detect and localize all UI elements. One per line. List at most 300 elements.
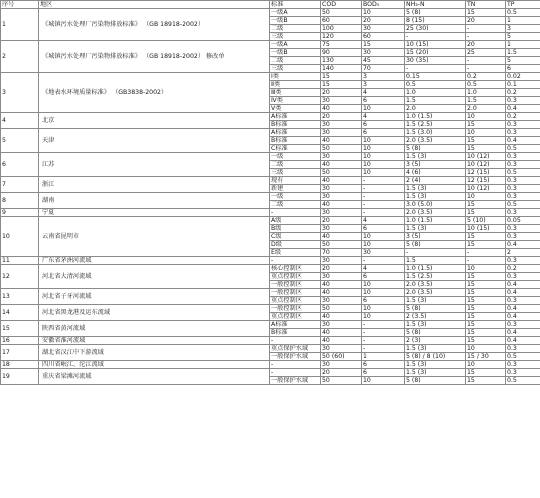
nh3n-cell: 5 (8) / 8 (10) (405, 353, 466, 361)
region-cell: 浙江 (39, 177, 270, 193)
standard-cell: Ⅲ类 (270, 89, 321, 97)
table-row (1, 217, 540, 225)
nh3n-cell: 1.5 (405, 257, 466, 265)
cod-cell: 30 (321, 121, 362, 129)
nh3n-cell: 5 (8) (405, 305, 466, 313)
cod-cell: 30 (321, 361, 362, 369)
standard-cell: Ⅳ类 (270, 97, 321, 105)
bod-cell: 10 (362, 161, 405, 169)
standard-cell: - (270, 369, 321, 377)
bod-cell: 15 (362, 41, 405, 49)
nh3n-cell: 1.5 (3) (405, 361, 466, 369)
tp-cell: 0.3 (506, 129, 540, 137)
cod-cell: 50 (321, 145, 362, 153)
nh3n-cell: 1.0 (1.5) (405, 113, 466, 121)
row-number: 8 (1, 193, 39, 209)
region-cell: 河北省子牙河流域 (39, 289, 270, 305)
tp-cell: 0.5 (506, 201, 540, 209)
cod-cell: 30 (321, 321, 362, 329)
tn-cell: 15 / 30 (466, 353, 506, 361)
nh3n-cell: 3 (5) (405, 161, 466, 169)
cod-cell: 20 (321, 369, 362, 377)
cod-cell: 40 (321, 177, 362, 185)
cod-cell: 50 (321, 9, 362, 17)
standard-cell: - (270, 337, 321, 345)
region-cell: 云南省昆明市 (39, 217, 270, 257)
tn-cell: 10 (466, 193, 506, 201)
standard-cell: A标准 (270, 129, 321, 137)
tn-cell: 10 (466, 113, 506, 121)
cod-cell: 20 (321, 265, 362, 273)
cod-cell: 140 (321, 65, 362, 73)
bod-cell: - (362, 329, 405, 337)
tn-cell: 10 (466, 265, 506, 273)
cod-cell: 30 (321, 185, 362, 193)
cod-cell: 30 (321, 345, 362, 353)
table-row (1, 345, 540, 353)
cod-cell: 30 (321, 225, 362, 233)
header-tn: TN (466, 1, 506, 9)
table-row (1, 41, 540, 49)
bod-cell: - (362, 209, 405, 217)
row-number: 6 (1, 153, 39, 177)
cod-cell: 130 (321, 57, 362, 65)
tn-cell: 15 (466, 201, 506, 209)
bod-cell: 10 (362, 137, 405, 145)
row-number: 19 (1, 369, 39, 385)
bod-cell: - (362, 201, 405, 209)
cod-cell: 60 (321, 17, 362, 25)
tn-cell: 10 (466, 361, 506, 369)
tn-cell: 25 (466, 49, 506, 57)
region-cell: 湖北省汉江中下游流域 (39, 345, 270, 361)
bod-cell: 4 (362, 265, 405, 273)
header-region: 地区 (39, 1, 270, 9)
nh3n-cell: - (405, 65, 466, 73)
region-cell: 陕西省黄河流域 (39, 321, 270, 337)
nh3n-cell: 1.5 (3) (405, 193, 466, 201)
nh3n-cell: 1.0 (1.5) (405, 265, 466, 273)
nh3n-cell: 1.5 (3) (405, 153, 466, 161)
standard-cell: C标准 (270, 145, 321, 153)
cod-cell: 30 (321, 297, 362, 305)
region-cell: 广东省茅洲河流域 (39, 257, 270, 265)
region-cell: 《地表水环境质量标准》 （GB3838-2002） (39, 73, 270, 113)
header-no: 序号 (1, 1, 39, 9)
nh3n-cell: 1.5 (3) (405, 297, 466, 305)
cod-cell: 40 (321, 329, 362, 337)
standard-cell: B标准 (270, 137, 321, 145)
tp-cell: 0.4 (506, 105, 540, 113)
tn-cell: - (466, 33, 506, 41)
nh3n-cell: 1.5 (3) (405, 345, 466, 353)
standard-cell: 重点保护水域 (270, 345, 321, 353)
cod-cell: 40 (321, 337, 362, 345)
region-cell: 北京 (39, 113, 270, 129)
tn-cell: - (466, 249, 506, 257)
tn-cell: 10 (12) (466, 185, 506, 193)
tn-cell: 15 (466, 305, 506, 313)
tp-cell: 0.2 (506, 89, 540, 97)
standard-cell: Ⅱ类 (270, 81, 321, 89)
table-row (1, 177, 540, 185)
bod-cell: 10 (362, 289, 405, 297)
nh3n-cell: 2.0 (3.5) (405, 209, 466, 217)
standard-cell: - (270, 257, 321, 265)
cod-cell: 30 (321, 273, 362, 281)
header-bod: BOD₅ (362, 1, 405, 9)
bod-cell: 60 (362, 33, 405, 41)
tp-cell: 0.3 (506, 97, 540, 105)
nh3n-cell: 5 (8) (405, 241, 466, 249)
standard-cell: 重点控制区 (270, 297, 321, 305)
cod-cell: 30 (321, 129, 362, 137)
bod-cell: 10 (362, 313, 405, 321)
header-tp: TP (506, 1, 540, 9)
standard-cell: 一级A (270, 9, 321, 17)
bod-cell: 4 (362, 89, 405, 97)
tn-cell: 10 (12) (466, 161, 506, 169)
tp-cell: 0.5 (506, 169, 540, 177)
tn-cell: 15 (466, 337, 506, 345)
tp-cell: 0.2 (506, 113, 540, 121)
standard-cell: C级 (270, 233, 321, 241)
nh3n-cell: 1.5 (3) (405, 185, 466, 193)
tp-cell: 0.5 (506, 9, 540, 17)
nh3n-cell: 1.5 (3) (405, 369, 466, 377)
cod-cell: 15 (321, 73, 362, 81)
tn-cell: - (466, 65, 506, 73)
table-row (1, 289, 540, 297)
cod-cell: 30 (321, 257, 362, 265)
header-nh3n: NH₃-N (405, 1, 466, 9)
region-cell: 《城镇污水处理厂污染物排放标准》 （GB 18918-2002） 修改单 (39, 41, 270, 73)
bod-cell: 1 (362, 353, 405, 361)
nh3n-cell: 1.0 (405, 89, 466, 97)
cod-cell: 70 (321, 249, 362, 257)
tn-cell: 15 (466, 241, 506, 249)
tp-cell: 0.3 (506, 153, 540, 161)
tp-cell: 0.3 (506, 321, 540, 329)
table-row (1, 73, 540, 81)
tp-cell: 0.3 (506, 161, 540, 169)
standard-cell: 三级 (270, 33, 321, 41)
nh3n-cell: 5 (8) (405, 145, 466, 153)
region-cell: 安徽省淮河流域 (39, 337, 270, 345)
cod-cell: 40 (321, 233, 362, 241)
row-number: 11 (1, 257, 39, 265)
bod-cell: - (362, 177, 405, 185)
tp-cell: 0.3 (506, 345, 540, 353)
bod-cell: 30 (362, 249, 405, 257)
nh3n-cell: 2 (3) (405, 337, 466, 345)
tp-cell: 0.1 (506, 81, 540, 89)
bod-cell: 6 (362, 369, 405, 377)
tn-cell: 12 (15) (466, 177, 506, 185)
cod-cell: 15 (321, 81, 362, 89)
cod-cell: 100 (321, 25, 362, 33)
standard-cell: 二级 (270, 161, 321, 169)
row-number: 14 (1, 305, 39, 321)
tn-cell: 0.2 (466, 73, 506, 81)
cod-cell: 50 (321, 305, 362, 313)
tn-cell: 10 (15) (466, 225, 506, 233)
bod-cell: - (362, 345, 405, 353)
row-number: 12 (1, 265, 39, 289)
nh3n-cell: 5 (8) (405, 377, 466, 385)
tp-cell: 6 (506, 65, 540, 73)
tp-cell: 0.4 (506, 241, 540, 249)
cod-cell: 30 (321, 153, 362, 161)
tn-cell: 1.0 (466, 89, 506, 97)
tp-cell: 0.3 (506, 273, 540, 281)
table-row (1, 209, 540, 217)
tp-cell: 0.4 (506, 137, 540, 145)
table-row (1, 9, 540, 17)
row-number: 7 (1, 177, 39, 193)
row-number: 15 (1, 321, 39, 337)
standard-cell: 一级B (270, 49, 321, 57)
bod-cell: - (362, 257, 405, 265)
tn-cell: 15 (466, 273, 506, 281)
cod-cell: 40 (321, 105, 362, 113)
bod-cell: 10 (362, 377, 405, 385)
table-row (1, 257, 540, 265)
nh3n-cell: 3.0 (5.0) (405, 201, 466, 209)
table-row (1, 337, 540, 345)
standard-cell: B级 (270, 225, 321, 233)
tp-cell: 5 (506, 33, 540, 41)
cod-cell: 75 (321, 41, 362, 49)
cod-cell: 50 (321, 169, 362, 177)
bod-cell: 3 (362, 81, 405, 89)
standard-cell: A级 (270, 217, 321, 225)
nh3n-cell: 1.5 (2.5) (405, 273, 466, 281)
tp-cell: 1 (506, 17, 540, 25)
table-row (1, 193, 540, 201)
standard-cell: A标准 (270, 321, 321, 329)
tp-cell: 0.3 (506, 121, 540, 129)
tn-cell: 15 (466, 137, 506, 145)
tn-cell: 12 (15) (466, 169, 506, 177)
region-cell: 湖南 (39, 193, 270, 209)
tn-cell: 15 (466, 321, 506, 329)
nh3n-cell: 1.5 (3) (405, 225, 466, 233)
tn-cell: - (466, 257, 506, 265)
standard-cell: 二级 (270, 201, 321, 209)
standard-cell: 二级 (270, 25, 321, 33)
standard-cell: 新建 (270, 185, 321, 193)
bod-cell: 6 (362, 129, 405, 137)
standard-cell: Ⅴ类 (270, 105, 321, 113)
tp-cell: 3 (506, 25, 540, 33)
tp-cell: 0.02 (506, 73, 540, 81)
bod-cell: 10 (362, 153, 405, 161)
row-number: 16 (1, 337, 39, 345)
cod-cell: 40 (321, 289, 362, 297)
bod-cell: - (362, 185, 405, 193)
tp-cell: 5 (506, 57, 540, 65)
tp-cell: 0.3 (506, 225, 540, 233)
nh3n-cell: 1.5 (3) (405, 321, 466, 329)
tn-cell: 15 (466, 369, 506, 377)
nh3n-cell: 5 (8) (405, 329, 466, 337)
bod-cell: 6 (362, 225, 405, 233)
nh3n-cell: 5 (8) (405, 9, 466, 17)
nh3n-cell: 2.0 (3.5) (405, 137, 466, 145)
tn-cell: 20 (466, 17, 506, 25)
table-row (1, 153, 540, 161)
tp-cell: 0.4 (506, 289, 540, 297)
bod-cell: 6 (362, 361, 405, 369)
tp-cell: 1.5 (506, 49, 540, 57)
nh3n-cell: 0.5 (405, 81, 466, 89)
cod-cell: 120 (321, 33, 362, 41)
standard-cell: 一般保护水域 (270, 353, 321, 361)
nh3n-cell: 2 (3.5) (405, 313, 466, 321)
nh3n-cell: 2 (4) (405, 177, 466, 185)
tn-cell: 2.0 (466, 105, 506, 113)
tp-cell: 0.5 (506, 377, 540, 385)
tn-cell: 1.5 (466, 97, 506, 105)
nh3n-cell: 0.15 (405, 73, 466, 81)
bod-cell: 6 (362, 121, 405, 129)
bod-cell: 6 (362, 273, 405, 281)
table-row (1, 129, 540, 137)
row-number: 13 (1, 289, 39, 305)
standard-cell: 一级 (270, 153, 321, 161)
nh3n-cell: 1.5 (2.5) (405, 121, 466, 129)
cod-cell: 50 (321, 377, 362, 385)
bod-cell: 30 (362, 49, 405, 57)
row-number: 18 (1, 361, 39, 369)
tp-cell: 0.4 (506, 329, 540, 337)
nh3n-cell: 10 (15) (405, 41, 466, 49)
tp-cell: 0.05 (506, 217, 540, 225)
cod-cell: 50 (321, 241, 362, 249)
bod-cell: 10 (362, 105, 405, 113)
nh3n-cell: 2.0 (3.5) (405, 281, 466, 289)
standard-cell: 现有 (270, 177, 321, 185)
tp-cell: 0.4 (506, 313, 540, 321)
nh3n-cell: - (405, 249, 466, 257)
tp-cell: 0.3 (506, 369, 540, 377)
cod-cell: 50 (60) (321, 353, 362, 361)
tn-cell: 10 (12) (466, 153, 506, 161)
tn-cell: 15 (466, 377, 506, 385)
tp-cell: 0.3 (506, 193, 540, 201)
standard-cell: B标准 (270, 121, 321, 129)
tp-cell: 0.2 (506, 265, 540, 273)
bod-cell: 10 (362, 233, 405, 241)
standard-cell: 一般保护水域 (270, 377, 321, 385)
nh3n-cell: 30 (35) (405, 57, 466, 65)
region-cell: 四川省岷江、沱江流域 (39, 361, 270, 369)
row-number: 4 (1, 113, 39, 129)
standard-cell: 三级 (270, 169, 321, 177)
bod-cell: 10 (362, 145, 405, 153)
tp-cell: 2 (506, 249, 540, 257)
tp-cell: 0.3 (506, 177, 540, 185)
cod-cell: 30 (321, 97, 362, 105)
cod-cell: 20 (321, 113, 362, 121)
tp-cell: 0.4 (506, 337, 540, 345)
cod-cell: 40 (321, 137, 362, 145)
bod-cell: 4 (362, 217, 405, 225)
cod-cell: 30 (321, 193, 362, 201)
bod-cell: 70 (362, 65, 405, 73)
standard-cell: 重点控制区 (270, 273, 321, 281)
tp-cell: 0.5 (506, 353, 540, 361)
tn-cell: 20 (466, 41, 506, 49)
bod-cell: 10 (362, 169, 405, 177)
tn-cell: 15 (466, 121, 506, 129)
tn-cell: 15 (466, 145, 506, 153)
cod-cell: 40 (321, 201, 362, 209)
row-number: 2 (1, 41, 39, 73)
table-row (1, 113, 540, 121)
table-row (1, 369, 540, 377)
bod-cell: - (362, 193, 405, 201)
tn-cell: 15 (466, 297, 506, 305)
cod-cell: 20 (321, 89, 362, 97)
region-cell: 宁夏 (39, 209, 270, 217)
standard-cell: E级 (270, 249, 321, 257)
cod-cell: 40 (321, 313, 362, 321)
standard-cell: 一般控制区 (270, 305, 321, 313)
standard-cell: B标准 (270, 329, 321, 337)
cod-cell: 40 (321, 281, 362, 289)
tp-cell: 1 (506, 41, 540, 49)
region-cell: 重庆省梁滩河流域 (39, 369, 270, 385)
tp-cell: 0.3 (506, 257, 540, 265)
tn-cell: 10 (466, 345, 506, 353)
tn-cell: 15 (466, 9, 506, 17)
tp-cell: 0.5 (506, 145, 540, 153)
bod-cell: - (362, 321, 405, 329)
cod-cell: 90 (321, 49, 362, 57)
tn-cell: - (466, 25, 506, 33)
bod-cell: 4 (362, 113, 405, 121)
nh3n-cell: 2.0 (405, 105, 466, 113)
nh3n-cell: 1.5 (3.0) (405, 129, 466, 137)
row-number: 10 (1, 217, 39, 257)
table-row (1, 361, 540, 369)
region-cell: 江苏 (39, 153, 270, 177)
tp-cell: 0.4 (506, 281, 540, 289)
header-standard: 标准 (270, 1, 321, 9)
standard-cell: 一级B (270, 17, 321, 25)
tp-cell: 0.4 (506, 305, 540, 313)
tn-cell: - (466, 57, 506, 65)
cod-cell: 30 (321, 209, 362, 217)
nh3n-cell: 25 (30) (405, 25, 466, 33)
tn-cell: 15 (466, 329, 506, 337)
row-number: 17 (1, 345, 39, 361)
tn-cell: 15 (466, 281, 506, 289)
bod-cell: 10 (362, 9, 405, 17)
tn-cell: 0.5 (466, 81, 506, 89)
cod-cell: 40 (321, 161, 362, 169)
region-cell: 河北省大清河流域 (39, 265, 270, 289)
tn-cell: 15 (466, 289, 506, 297)
bod-cell: 20 (362, 17, 405, 25)
tn-cell: 5 (10) (466, 217, 506, 225)
standard-cell: 二级 (270, 57, 321, 65)
tp-cell: 0.3 (506, 233, 540, 241)
nh3n-cell: - (405, 33, 466, 41)
bod-cell: 10 (362, 241, 405, 249)
